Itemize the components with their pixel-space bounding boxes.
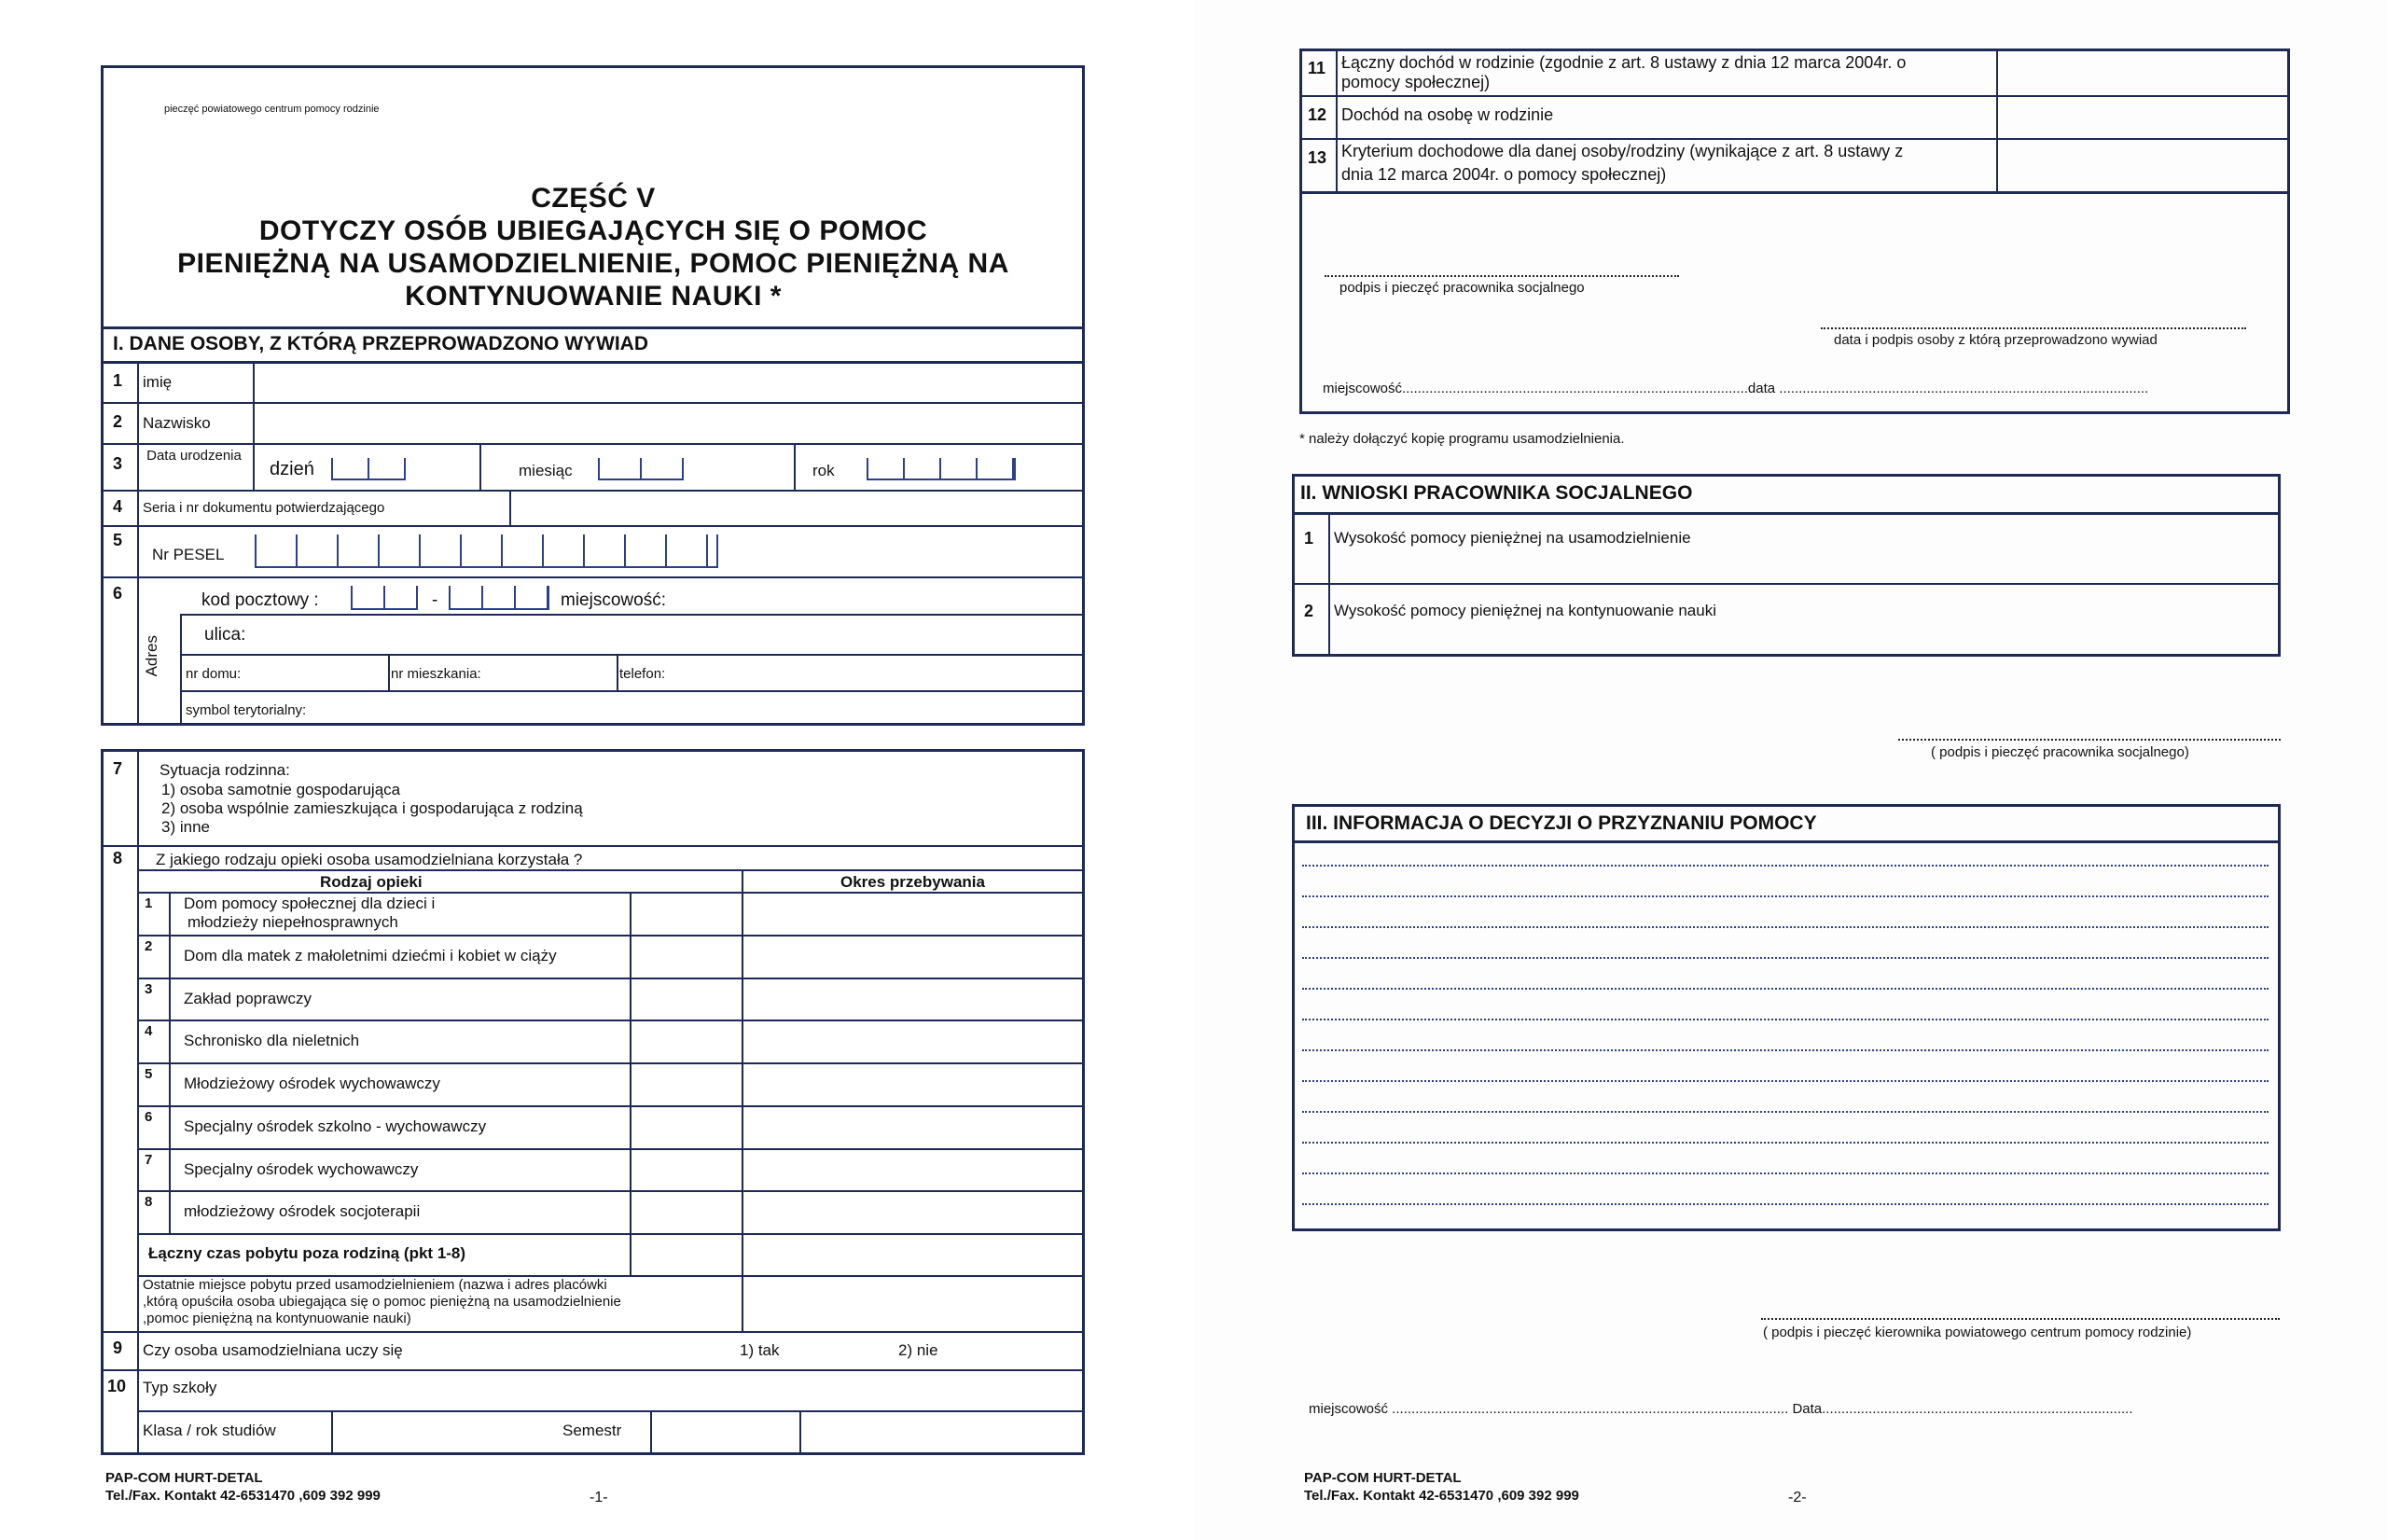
care-item-number: 7 xyxy=(145,1151,153,1168)
stamp-label: pieczęć powiatowego centrum pomocy rodzinie xyxy=(164,104,380,115)
decision-text-line[interactable] xyxy=(1302,957,2269,959)
care-item-period-field[interactable] xyxy=(743,1064,1079,1103)
care-item-number: 1 xyxy=(145,895,153,911)
stay-period-header: Okres przebywania xyxy=(840,873,985,891)
income-criterion-field[interactable] xyxy=(1998,140,2287,189)
total-stay-label: Łączny czas pobytu poza rodziną (pkt 1-8) xyxy=(148,1244,466,1262)
row-number: 2 xyxy=(113,412,123,431)
decision-box xyxy=(1292,804,2281,1231)
city-label: miejscowość: xyxy=(561,590,666,610)
postal-code-field-1[interactable] xyxy=(351,586,418,610)
decision-text-line[interactable] xyxy=(1302,1172,2269,1174)
semester-label: Semestr xyxy=(562,1422,622,1439)
footer-company-name: PAP-COM HURT-DETAL xyxy=(1304,1470,1462,1486)
care-item-period-field[interactable] xyxy=(743,936,1079,976)
page-number: -2- xyxy=(1788,1490,1807,1505)
first-name-field[interactable] xyxy=(255,363,1080,400)
care-item-label: Dom dla matek z małoletnimi dziećmi i kobiet w ciąży xyxy=(184,946,557,964)
income-box xyxy=(1299,49,2290,414)
row-number: 6 xyxy=(113,584,123,603)
last-place-line-3: ,pomoc pieniężną na kontynuowanie nauki) xyxy=(143,1311,411,1326)
footer-contact: Tel./Fax. Kontakt 42-6531470 ,609 392 999 xyxy=(105,1488,381,1504)
family-option-1: 1) osoba samotnie gospodarująca xyxy=(161,781,401,798)
section-2-signature-label: ( podpis i pieczęć pracownika socjalnego) xyxy=(1931,744,2189,760)
decision-text-line[interactable] xyxy=(1302,1049,2269,1051)
care-item-number: 6 xyxy=(145,1108,153,1125)
care-item-number: 8 xyxy=(145,1194,153,1211)
care-item-check-field[interactable] xyxy=(631,979,740,1019)
pesel-field[interactable] xyxy=(255,534,718,568)
studying-no-option[interactable]: 2) nie xyxy=(898,1341,938,1359)
row-number: 13 xyxy=(1308,148,1327,167)
family-situation-box xyxy=(101,749,1085,1455)
family-income-field[interactable] xyxy=(1998,51,2287,93)
place-date-line: miejscowość.........................................................................................data ............................................................................................... xyxy=(1323,381,2149,396)
title-line-1: CZĘŚĆ V xyxy=(531,183,656,214)
care-item-check-field[interactable] xyxy=(631,1064,740,1103)
birth-date-label: Data urodzenia xyxy=(146,448,242,464)
title-line-4: KONTYNUOWANIE NAUKI * xyxy=(405,281,782,312)
id-document-label: Seria i nr dokumentu potwierdzającego xyxy=(143,500,385,516)
school-type-label: Typ szkoły xyxy=(143,1379,217,1396)
care-item-label: Specjalny ośrodek szkolno - wychowawczy xyxy=(184,1117,487,1135)
row-number: 12 xyxy=(1308,105,1327,124)
page-number: -1- xyxy=(590,1490,608,1505)
section-1-heading: I. DANE OSOBY, Z KTÓRĄ PRZEPROWADZONO WYWIAD xyxy=(113,333,649,354)
care-item-number: 3 xyxy=(145,980,153,997)
care-item-period-field[interactable] xyxy=(743,1021,1079,1061)
care-item-number: 4 xyxy=(145,1023,153,1040)
row-number: 11 xyxy=(1308,59,1326,77)
independence-aid-label: Wysokość pomocy pieniężnej na usamodzielnienie xyxy=(1334,529,1691,547)
care-item-period-field[interactable] xyxy=(743,1192,1079,1231)
interviewee-signature-label: data i podpis osoby z którą przeprowadzono wywiad xyxy=(1834,332,2158,348)
month-label: miesiąc xyxy=(519,462,573,479)
house-number-label: nr domu: xyxy=(186,666,242,682)
flat-number-label: nr mieszkania: xyxy=(391,666,481,682)
family-income-label-2: pomocy społecznej) xyxy=(1341,73,1491,91)
last-place-line-2: ,którą opuściła osoba ubiegająca się o pomoc pieniężną na usamodzielnienie xyxy=(143,1294,621,1310)
care-item-number: 5 xyxy=(145,1066,153,1082)
class-year-label: Klasa / rok studiów xyxy=(143,1422,276,1439)
day-label: dzień xyxy=(270,459,314,479)
first-name-label: imię xyxy=(143,373,173,391)
care-item-label: młodzieżowy ośrodek socjoterapii xyxy=(184,1202,421,1221)
pesel-label: Nr PESEL xyxy=(152,546,225,563)
school-type-field[interactable] xyxy=(262,1371,1079,1408)
last-place-line-1: Ostatnie miejsce pobytu przed usamodzielnieniem (nazwa i adres placówki xyxy=(143,1277,607,1293)
row-number: 10 xyxy=(107,1377,127,1395)
row-number: 5 xyxy=(113,531,123,549)
id-document-field[interactable] xyxy=(511,492,1080,523)
year-label: rok xyxy=(812,462,835,479)
family-option-3: 3) inne xyxy=(161,818,210,836)
row-number: 1 xyxy=(113,371,123,390)
month-field[interactable] xyxy=(598,458,684,480)
section-2-heading: II. WNIOSKI PRACOWNIKA SOCJALNEGO xyxy=(1300,482,1693,504)
director-signature-label: ( podpis i pieczęć kierownika powiatowego centrum pomocy rodzinie) xyxy=(1763,1325,2192,1340)
total-stay-field[interactable] xyxy=(743,1235,1079,1274)
income-criterion-label: Kryterium dochodowe dla danej osoby/rodziny (wynikające z art. 8 ustawy z xyxy=(1341,142,1904,160)
care-item-period-field[interactable] xyxy=(743,1150,1079,1189)
row-number: 7 xyxy=(113,759,123,778)
decision-text-line[interactable] xyxy=(1302,865,2269,867)
care-question-label: Z jakiego rodzaju opieki osoba usamodzielniana korzystała ? xyxy=(156,851,583,868)
care-item-check-field[interactable] xyxy=(631,1107,740,1146)
care-item-check-field[interactable] xyxy=(631,936,740,976)
territorial-symbol-label: symbol terytorialny: xyxy=(186,702,307,718)
row-number: 2 xyxy=(1304,602,1314,620)
family-situation-label: Sytuacja rodzinna: xyxy=(160,761,290,779)
row-number: 9 xyxy=(113,1339,123,1357)
care-item-check-field[interactable] xyxy=(631,1150,740,1189)
social-worker-signature-label: podpis i pieczęć pracownika socjalnego xyxy=(1339,280,1585,296)
title-line-3: PIENIĘŻNĄ NA USAMODZIELNIENIE, POMOC PIENIĘŻNĄ NA xyxy=(177,248,1009,279)
care-item-label: Zakład poprawczy xyxy=(184,989,312,1007)
row-number: 4 xyxy=(113,497,123,516)
decision-place-date-line: miejscowość ...................................................................................................... Data................................................................................ xyxy=(1309,1401,2133,1417)
studying-yes-option[interactable]: 1) tak xyxy=(740,1341,780,1359)
divider xyxy=(104,326,1082,329)
title-line-2: DOTYCZY OSÓB UBIEGAJĄCYCH SIĘ O POMOC xyxy=(258,215,928,246)
row-number: 1 xyxy=(1304,529,1314,548)
income-criterion-label-2: dnia 12 marca 2004r. o pomocy społecznej) xyxy=(1341,165,1667,184)
phone-label: telefon: xyxy=(619,666,666,682)
care-item-check-field[interactable] xyxy=(631,894,740,933)
studying-question-label: Czy osoba usamodzielniana uczy się xyxy=(143,1341,403,1359)
decision-text-line[interactable] xyxy=(1302,926,2269,928)
footer-company xyxy=(1304,1469,1579,1505)
decision-text-line[interactable] xyxy=(1302,1080,2269,1082)
postal-code-field-2[interactable] xyxy=(449,586,549,610)
last-name-field[interactable] xyxy=(255,404,1080,441)
day-field[interactable] xyxy=(331,458,406,480)
care-item-period-field[interactable] xyxy=(743,894,1079,933)
last-place-field[interactable] xyxy=(743,1277,1079,1329)
social-worker-conclusions-box xyxy=(1292,474,2281,657)
row-number: 8 xyxy=(113,849,123,867)
semester-field[interactable] xyxy=(801,1412,1079,1450)
year-field[interactable] xyxy=(867,458,1016,480)
care-item-period-field[interactable] xyxy=(743,979,1079,1019)
care-item-check-field[interactable] xyxy=(631,1021,740,1061)
street-label: ulica: xyxy=(204,625,246,645)
care-item-label-2: młodzieży niepełnosprawnych xyxy=(187,913,398,931)
personal-data-box xyxy=(101,65,1085,726)
care-item-label: Schronisko dla nieletnich xyxy=(184,1032,360,1050)
income-per-person-field[interactable] xyxy=(1998,97,2287,136)
footer-contact: Tel./Fax. Kontakt 42-6531470 ,609 392 999 xyxy=(1304,1488,1579,1504)
family-income-label: Łączny dochód w rodzinie (zgodnie z art. 8 ustawy z dnia 12 marca 2004r. o xyxy=(1341,53,1907,72)
footer-company xyxy=(105,1469,381,1505)
section-3-heading: III. INFORMACJA O DECYZJI O PRZYZNANIU POMOCY xyxy=(1306,812,1817,834)
care-item-label: Specjalny ośrodek wychowawczy xyxy=(184,1159,419,1178)
last-name-label: Nazwisko xyxy=(143,414,211,432)
decision-text-line[interactable] xyxy=(1302,1019,2269,1020)
row-number: 3 xyxy=(113,454,123,473)
care-item-label: Młodzieżowy ośrodek wychowawczy xyxy=(184,1075,440,1092)
family-option-2: 2) osoba wspólnie zamieszkująca i gospodarująca z rodziną xyxy=(161,799,583,817)
care-item-check-field[interactable] xyxy=(631,1192,740,1231)
care-type-header: Rodzaj opieki xyxy=(320,873,423,891)
care-item-number: 2 xyxy=(145,937,153,954)
education-aid-label: Wysokość pomocy pieniężnej na kontynuowanie nauki xyxy=(1334,602,1716,619)
form-page-2 xyxy=(1194,0,2387,1540)
footnote: * należy dołączyć kopię programu usamodzielnienia. xyxy=(1299,431,1625,447)
postal-code-label: kod pocztowy : xyxy=(201,590,319,610)
decision-text-line[interactable] xyxy=(1302,895,2269,897)
footer-company-name: PAP-COM HURT-DETAL xyxy=(105,1470,263,1486)
care-item-period-field[interactable] xyxy=(743,1107,1079,1146)
income-per-person-label: Dochód na osobę w rodzinie xyxy=(1341,105,1554,124)
independence-aid-field[interactable] xyxy=(1332,551,2274,581)
decision-text-line[interactable] xyxy=(1302,1142,2269,1144)
education-aid-field[interactable] xyxy=(1332,624,2274,652)
address-side-label: Adres xyxy=(143,634,161,677)
decision-text-line[interactable] xyxy=(1302,1203,2269,1205)
decision-text-line[interactable] xyxy=(1302,988,2269,990)
postal-dash: - xyxy=(432,590,438,610)
care-item-label: Dom pomocy społecznej dla dzieci i xyxy=(184,895,436,912)
decision-text-line[interactable] xyxy=(1302,1111,2269,1113)
